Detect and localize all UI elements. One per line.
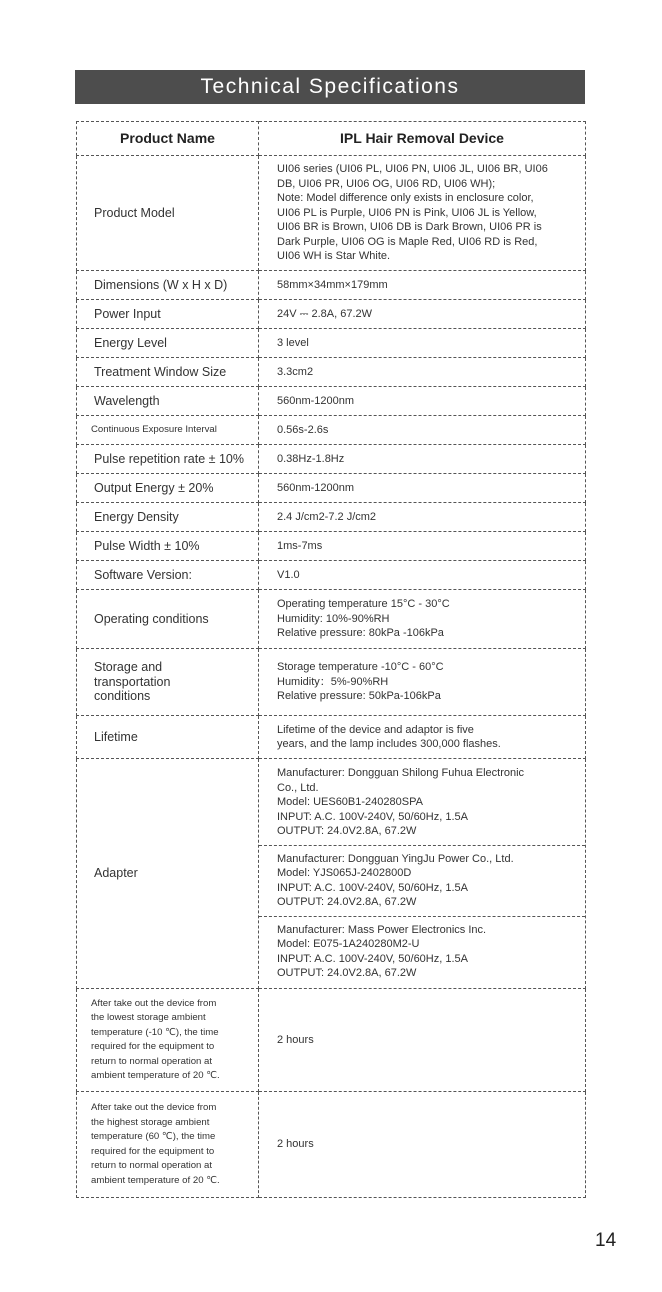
page-number: 14 (595, 1230, 617, 1251)
spec-label: Product Model (77, 156, 259, 271)
value-line: OUTPUT: 24.0V2.8A, 67.2W (277, 896, 417, 909)
spec-value: 3 level (259, 329, 586, 358)
spec-label: Pulse Width ± 10% (77, 532, 259, 561)
spec-label: Energy Level (77, 329, 259, 358)
spec-label: Wavelength (77, 387, 259, 416)
spec-value: 2 hours (259, 989, 586, 1092)
spec-label: Energy Density (77, 503, 259, 532)
spec-row-power-input (77, 300, 586, 329)
label-line: transportation (94, 674, 171, 689)
label-line: required for the equipment to (91, 1145, 215, 1157)
label-line: After take out the device from (91, 1102, 217, 1113)
value-line: OUTPUT: 24.0V2.8A, 67.2W (277, 967, 417, 980)
header-device-name: IPL Hair Removal Device (259, 122, 586, 156)
spec-label: Pulse repetition rate ± 10% (77, 445, 259, 474)
spec-label: Continuous Exposure Interval (77, 416, 259, 445)
spec-row-window-size (77, 358, 586, 387)
spec-value: V1.0 (259, 561, 586, 590)
label-line: conditions (94, 689, 151, 704)
spec-label: Software Version: (77, 561, 259, 590)
value-line: years, and the lamp includes 300,000 flashes. (277, 738, 501, 750)
spec-row-pulse-width (77, 532, 586, 561)
value-line: Note: Model difference only exists in enclosure color, (277, 192, 534, 205)
adapter-list (259, 759, 586, 989)
spec-row-energy-density (77, 503, 586, 532)
spec-value (259, 590, 586, 649)
value-line: Operating temperature 15°C - 30°C (277, 598, 450, 611)
spec-value: 2.4 J/cm2-7.2 J/cm2 (259, 503, 586, 532)
label-line: ambient temperature of 20 ℃. (91, 1174, 220, 1186)
adapter-entry (259, 760, 585, 846)
value-line: INPUT: A.C. 100V-240V, 50/60Hz, 1.5A (277, 952, 468, 965)
spec-label (77, 989, 259, 1092)
spec-label: Power Input (77, 300, 259, 329)
label-line: After take out the device from (91, 997, 217, 1009)
spec-label: Lifetime (77, 716, 259, 759)
spec-table (76, 121, 586, 1198)
spec-row-exposure-interval (77, 416, 586, 445)
spec-label (77, 649, 259, 716)
spec-label (77, 1092, 259, 1198)
spec-row-pulse-rate (77, 445, 586, 474)
spec-row-operating-conditions (77, 590, 586, 649)
header-product-name: Product Name (77, 122, 259, 156)
value-line: Relative pressure: 80kPa -106kPa (277, 627, 444, 640)
value-line: UI06 WH is Star White. (277, 250, 391, 263)
spec-value (259, 156, 586, 271)
spec-value: 3.3cm2 (259, 358, 586, 387)
header-row (77, 122, 586, 156)
spec-value (259, 716, 586, 759)
value-line: Relative pressure: 50kPa-106kPa (277, 690, 441, 703)
value-line: Model: E075-1A240280M2-U (277, 938, 420, 951)
spec-value (259, 649, 586, 716)
spec-row-output-energy (77, 474, 586, 503)
value-line: UI06 PL is Purple, UI06 PN is Pink, UI06 JL is Yellow, (277, 206, 537, 219)
page-title: Technical Specifications (200, 75, 460, 98)
value-line: Humidity: 10%-90%RH (277, 612, 390, 625)
spec-label: Dimensions (W x H x D) (77, 271, 259, 300)
page-title-banner (75, 70, 585, 104)
spec-label: Adapter (77, 759, 259, 989)
label-line: the highest storage ambient (91, 1116, 210, 1128)
label-line: temperature (60 ℃), the time (91, 1131, 216, 1142)
value-line: Manufacturer: Mass Power Electronics Inc. (277, 923, 487, 936)
spec-value: 560nm-1200nm (259, 474, 586, 503)
spec-row-dimensions (77, 271, 586, 300)
value-line: Model: YJS065J-2402800D (277, 867, 412, 880)
value-line: Storage temperature -10°C - 60°C (277, 661, 444, 674)
spec-label: Output Energy ± 20% (77, 474, 259, 503)
label-line: ambient temperature of 20 ℃. (91, 1070, 220, 1081)
spec-value: 1ms-7ms (259, 532, 586, 561)
spec-value: 0.56s-2.6s (259, 416, 586, 445)
value-line: UI06 series (UI06 PL, UI06 PN, UI06 JL, UI06 BR, UI06 (277, 163, 548, 176)
label-line: return to normal operation at (91, 1160, 213, 1171)
label-line: return to normal operation at (91, 1055, 213, 1067)
value-line: DB, UI06 PR, UI06 OG, UI06 RD, UI06 WH); (277, 177, 496, 190)
value-line: Model: UES60B1-240280SPA (277, 796, 423, 809)
value-line: Manufacturer: Dongguan YingJu Power Co., Ltd. (277, 852, 514, 865)
spec-row-software-version (77, 561, 586, 590)
spec-value: 58mm×34mm×179mm (259, 271, 586, 300)
adapter-entry (259, 846, 585, 917)
spec-value: 0.38Hz-1.8Hz (259, 445, 586, 474)
spec-row-recovery-cold (77, 989, 586, 1092)
spec-value: 2 hours (259, 1092, 586, 1198)
spec-label: Treatment Window Size (77, 358, 259, 387)
value-line: Co., Ltd. (277, 781, 319, 794)
label-line: the lowest storage ambient (91, 1012, 206, 1023)
label-line: required for the equipment to (91, 1041, 215, 1052)
spec-label: Operating conditions (77, 590, 259, 649)
spec-value: 560nm-1200nm (259, 387, 586, 416)
spec-row-lifetime (77, 716, 586, 759)
value-line: Manufacturer: Dongguan Shilong Fuhua Electronic (277, 767, 525, 780)
spec-value: 24V ⎓ 2.8A, 67.2W (259, 300, 586, 329)
spec-row-wavelength (77, 387, 586, 416)
value-line: INPUT: A.C. 100V-240V, 50/60Hz, 1.5A (277, 881, 468, 894)
value-line: Dark Purple, UI06 OG is Maple Red, UI06 RD is Red, (277, 235, 538, 248)
label-line: Storage and (94, 660, 163, 675)
spec-row-adapter (77, 759, 586, 989)
label-line: temperature (-10 ℃), the time (91, 1026, 219, 1038)
spec-row-energy-level (77, 329, 586, 358)
value-line: Lifetime of the device and adaptor is five (277, 723, 474, 736)
spec-row-recovery-hot (77, 1092, 586, 1198)
value-line: INPUT: A.C. 100V-240V, 50/60Hz, 1.5A (277, 810, 468, 823)
spec-row-storage-conditions (77, 649, 586, 716)
adapter-entry (259, 917, 585, 987)
value-line: Humidity：5%-90%RH (277, 675, 389, 688)
value-line: UI06 BR is Brown, UI06 DB is Dark Brown, UI06 PR is (277, 221, 542, 234)
value-line: OUTPUT: 24.0V2.8A, 67.2W (277, 825, 417, 838)
spec-row-product-model (77, 156, 586, 271)
